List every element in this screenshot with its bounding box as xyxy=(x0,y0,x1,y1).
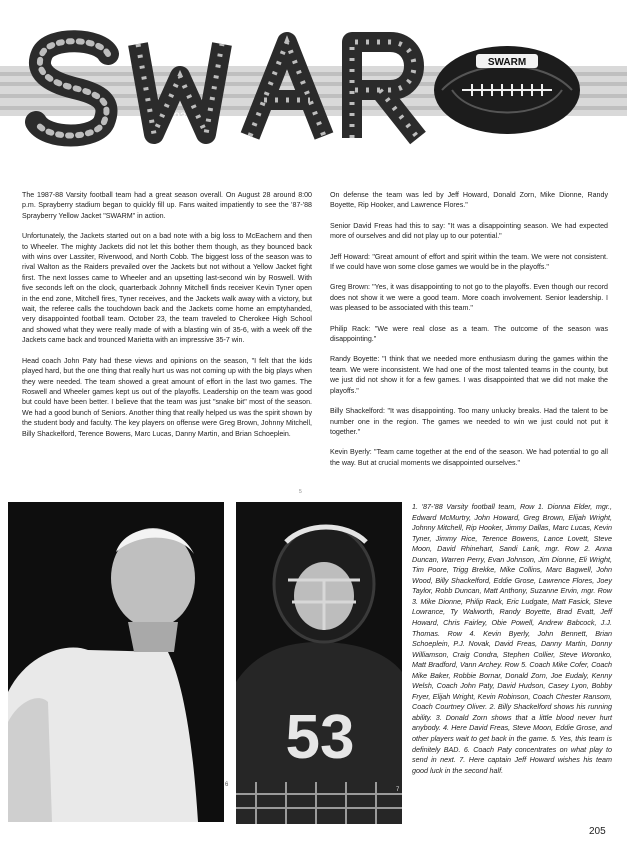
article-paragraph: Greg Brown: "Yes, it was disappointing to not go to the playoffs. Even though our record does not show it we were a good team. More coach involvement. Senior leadership. I was pleased to be associated with this team." xyxy=(330,283,608,313)
photo-marker: 5 xyxy=(299,489,302,495)
player-photo xyxy=(236,502,402,824)
article-paragraph: Senior David Freas had this to say: "It was a disappointing season. We had expected more of ourselves and did not play up to our potential." xyxy=(330,221,608,241)
article-paragraph: Billy Shackelford: "It was disappointing. Too many unlucky breaks. Had the talent to be number one in the region. The games we needed to win we just could not put it together." xyxy=(330,407,608,436)
letter-w-photo-collage xyxy=(130,36,230,141)
football-icon xyxy=(432,36,582,141)
svg-text:93: 93 xyxy=(173,111,187,123)
letter-r-photo-collage xyxy=(338,36,428,141)
article-left-column xyxy=(22,190,312,449)
page-number: 205 xyxy=(589,826,606,837)
svg-text:53: 53 xyxy=(285,703,355,772)
article-paragraph: Randy Boyette: "I think that we needed more enthusiasm during the games within the team. We were inconsistent. We had one of the most talented teams in the county, but we just did not show it for a few games. I was disappointed that we did not make the playoffs." xyxy=(330,355,608,395)
photo-number: 7 xyxy=(396,787,400,793)
swarm-title-graphic xyxy=(30,36,620,141)
article-paragraph: Unfortunately, the Jackets started out on a bad note with a big loss to McEachern and then to Wheeler. The mighty Jackets did not let this bother them though, as they bounced back with wins over Lassiter, Riverwood, and North Cobb. The biggest loss of the season was to rival Walton as the Raiders prevailed over the Jackets but not without a Yellow Jacket fight first. The next losses came to Wheeler and an upsetting last-second win by Roswell. With five seconds left on the clock, quarterback Johnny Mitchell finds receiver Kevin Tyner open in the end zone, Mitchell fires, Tyner receives, and the Jackets walk away with a victory, but wait, the referee calls the touchdown back and the Jackets come home an emptyhanded, very disappointed football team. October 23, the team traveled to Cherokee High School and showed what they were really made of with a blasting win of 35-6, with a week off the Jackets came back and trounced Marietta with an impressive 35-7 win. xyxy=(22,232,312,345)
article-paragraph: Philip Rack: "We were real close as a team. The outcome of the season was disappointing." xyxy=(330,324,608,344)
article-paragraph: Kevin Byerly: "Team came together at the end of the season. We had potential to go all the way. But at crucial moments we disappointed ourselves." xyxy=(330,448,608,467)
svg-text:SWARM: SWARM xyxy=(487,57,527,68)
photo-number: 6 xyxy=(225,782,229,788)
article-paragraph: Head coach John Paty had these views and opinions on the season, "I felt that the kids played hard, but the one thing that really hurt us was not coming up with the big plays when they were needed. The team showed a great amount of effort in the last two games. The Roswell and Wheeler games kept us out of the playoffs. Leadership on the team was good but could have been better. I believe that the team was just "snake bit" most of the season. We had a good bunch of Seniors. Another thing that really helped us was the spirit shown by the student body and faculty. The key players on offense were Greg Brown, Johnny Mitchell, Billy Shackelford, Terence Bowens, Marc Lucas, Danny Martin, and Brian Schoeplein. xyxy=(22,356,312,438)
article-paragraph: Jeff Howard: "Great amount of effort and spirit within the team. We were not consistent. If we could have won some close games we would be in the playoffs." xyxy=(330,252,608,272)
article-right-column xyxy=(330,190,608,478)
article-paragraph: The 1987-88 Varsity football team had a great season overall. On August 28 around 8:00 p.m. Sprayberry stadium began to quickly fill up. Fans waited impatiently to see the '87-'88 Sprayberry Yellow Jacket "SWARM" in action. xyxy=(22,191,312,220)
coach-photo xyxy=(8,502,229,822)
letter-s-photo-collage xyxy=(30,36,120,141)
letter-a-photo-collage xyxy=(242,36,332,141)
photo-caption: 1. '87-'88 Varsity football team, Row 1. Dionna Elder, mgr., Edward McMurtry, John Howard, Greg Brown, Elijah Wright, Johnny Mitchell, Rip Hooker, Jimmy Dallas, Marc Lucas, Kevin Tyner, Jimmy Rice, Terence Bowens, Lance Lovett, Steve Moon, David Rhinehart, Sandi Lank, mgr. Row 2. Anna Duncan, Warren Perry, Evan Johnson, Jim Dionne, Eli Wright, Tim Poore, Trigg Brekke, Mike Collins, Marc Bagwell, John Wood, Billy Shackelford, Eddie Grose, Lawrence Flores, Joey Taylor, Robb Duncan, Matt Anthony, Suzanne Ervin, mgr. Row 3. Mike Dionne, Philip Rack, Eric Ludgate, Matt Fasick, Steve Lowrance, Ty Walworth, Randy Boyette, Brad Evatt, Jeff Howard, Chris Fairley, Obie Powell, Andrew Babcock, J.J. Thomas. Row 4. Kevin Byerly, John Bennett, Brian Schoeplein, P.J. Novak, David Freas, Danny Martin, Donny Williamson, Craig Condra, Stephen Collier, Steve Woronko, Matt Bradford, Vann Archey. Row 5. Coach Mike Cofer, Coach Mike Baker, Robbie Bornar, Donald Zorn, Joe Eudaly, Kenny Welsh, Coach John Paty, David Hudson, Casey Lyon, Bobby Fryer, Elijah Wright, Kevin Robinson, Coach Chester Ransom, Coach Courtney Oliver. 2. Billy Shackelford shows his running ability. 3. Donald Zorn shows that a little blood never hurt anybody. 4. Here David Freas, Steve Moon, Eddie Grose, and other players wait to get back in the game. 5. Yes, this team is definitely BAD. 6. Coach Paty concentrates on what play to send in next. 7. Here captain Jeff Howard wishes his team good luck in the second half. xyxy=(412,502,612,775)
article-paragraph: On defense the team was led by Jeff Howard, Donald Zorn, Mike Dionne, Randy Boyette, Rip Hooker, and Lawrence Flores." xyxy=(330,191,608,210)
